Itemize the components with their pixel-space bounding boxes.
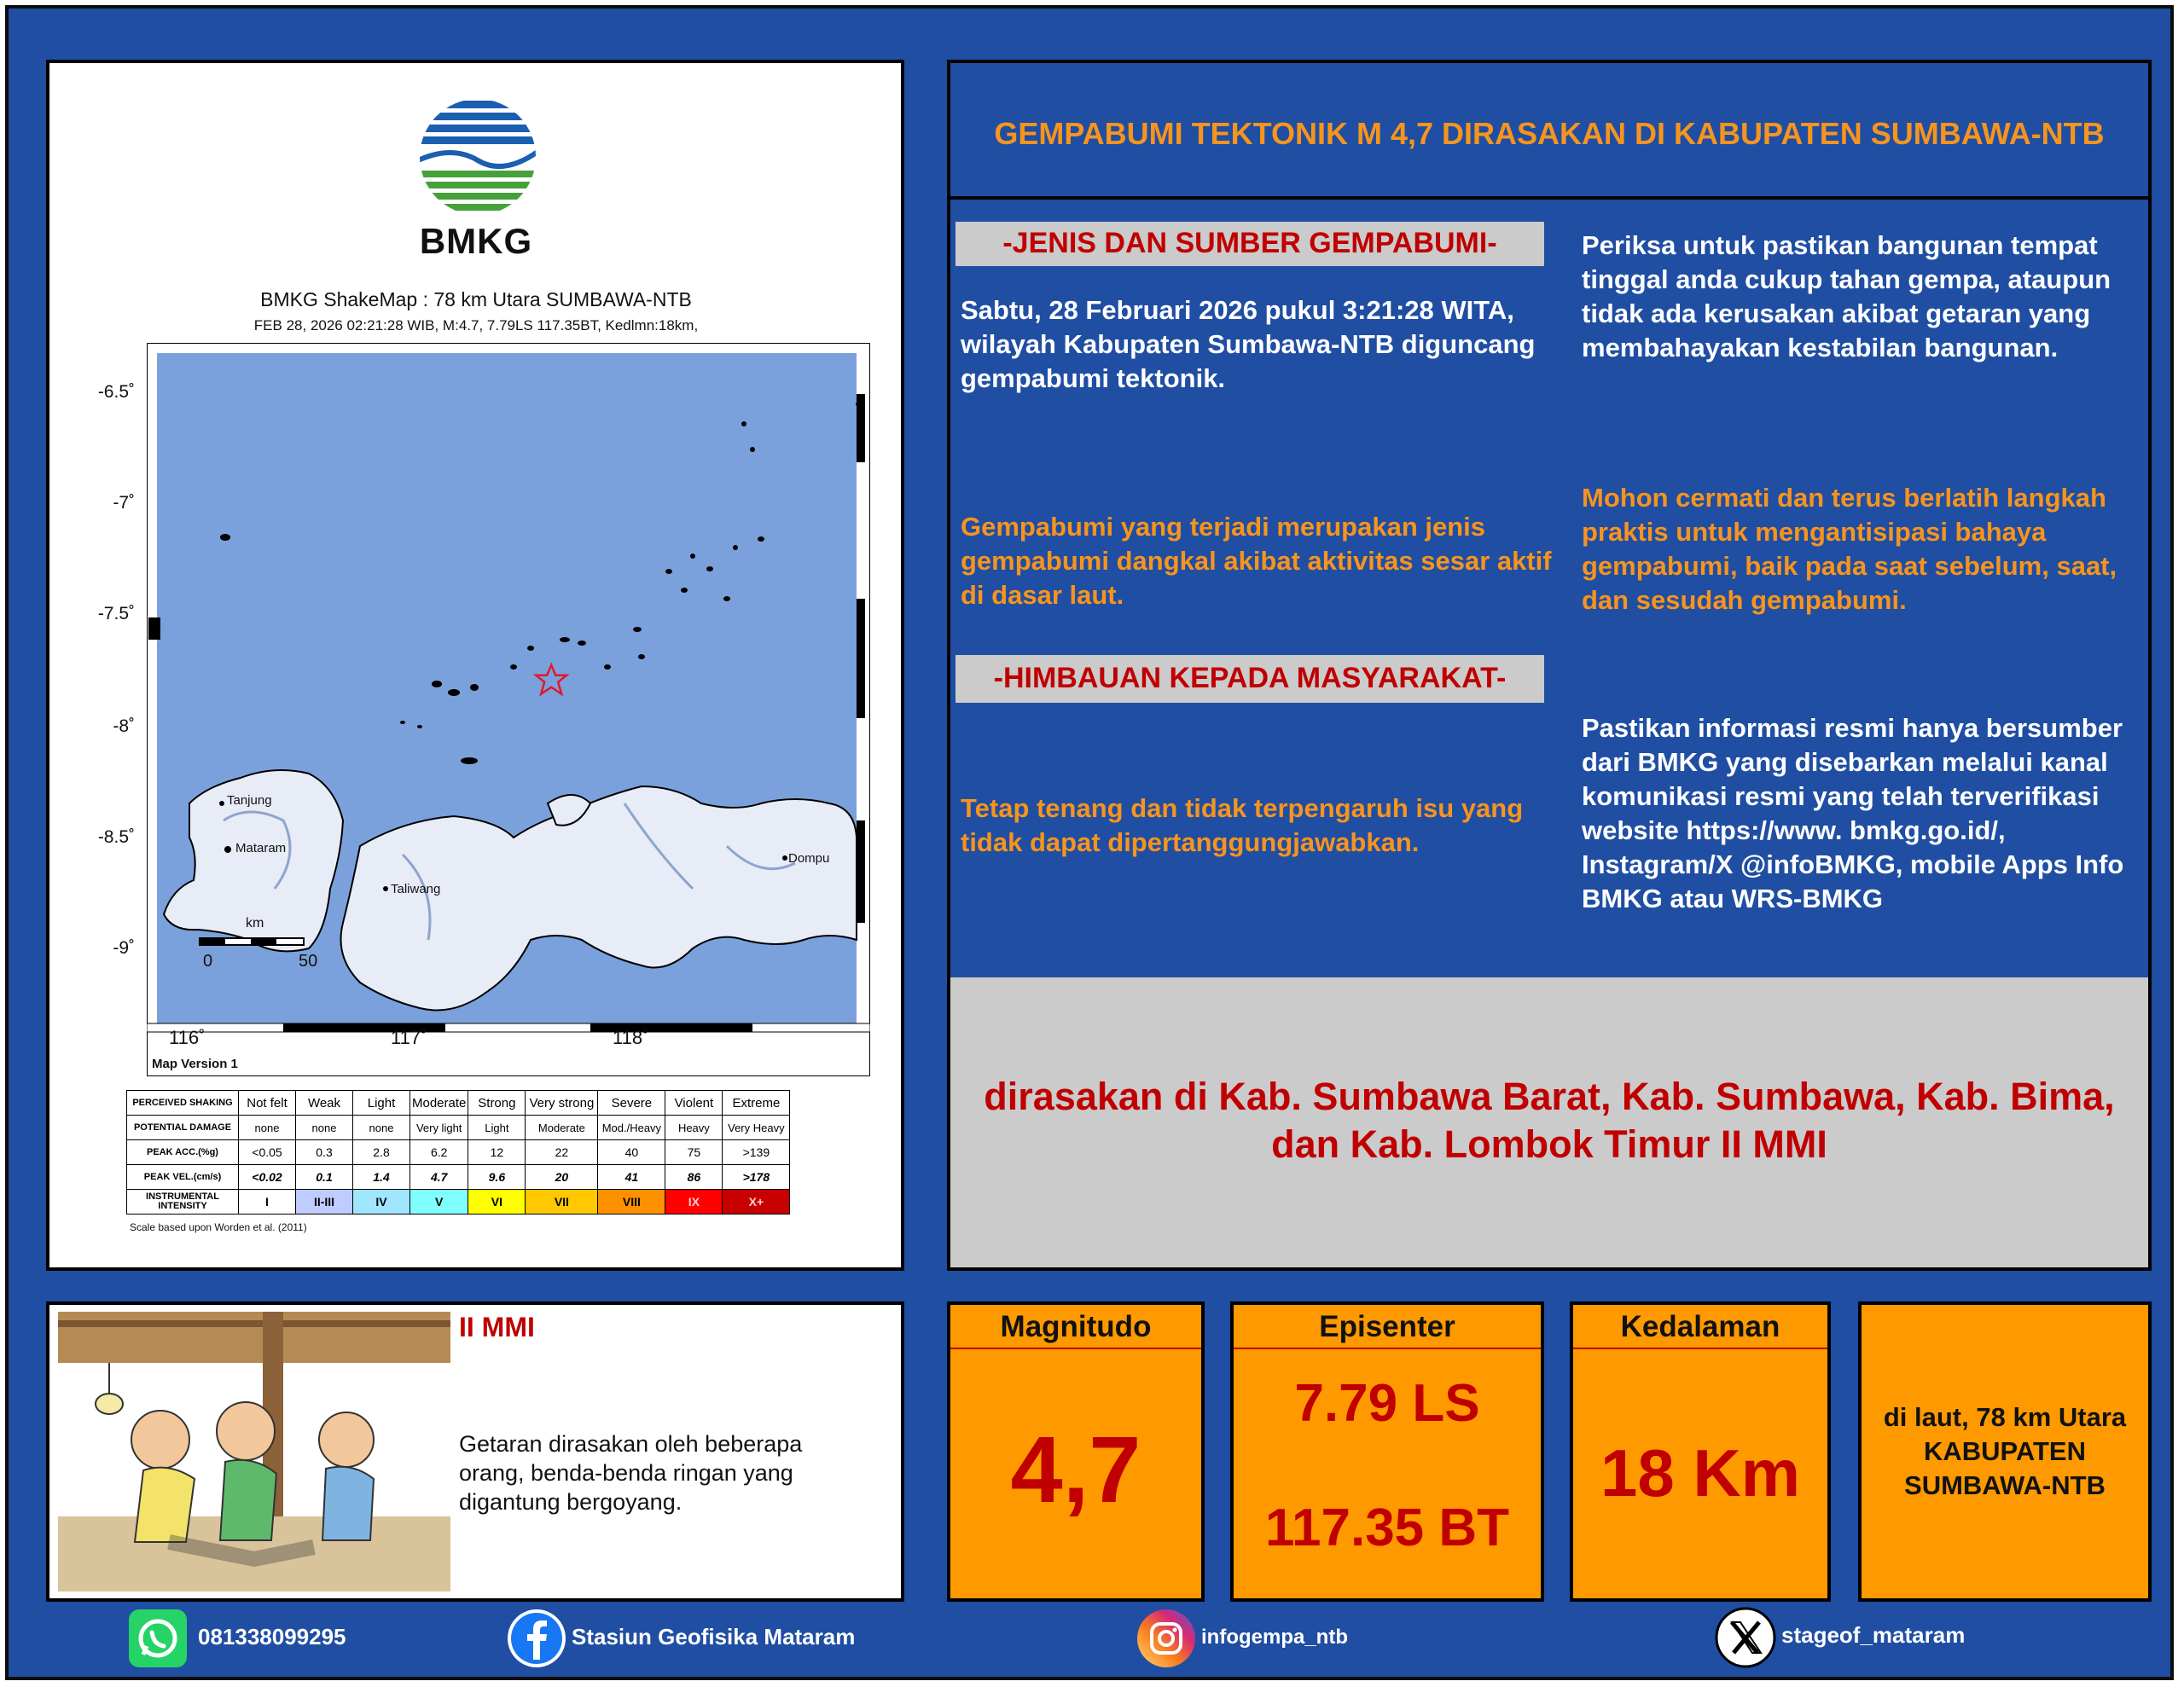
- facebook-name: Stasiun Geofisika Mataram: [572, 1624, 856, 1649]
- mmi-cell-acc: 40: [598, 1140, 665, 1165]
- mmi-cell-damage: Heavy: [665, 1116, 723, 1140]
- mmi-cell-shaking: Very strong: [526, 1091, 598, 1116]
- x-handle: stageof_mataram: [1781, 1622, 1966, 1648]
- headline: GEMPABUMI TEKTONIK M 4,7 DIRASAKAN DI KABUPATEN SUMBAWA-NTB: [950, 63, 2148, 200]
- epicenter-lon: 117.35 BT: [1264, 1499, 1510, 1557]
- row-header: INSTRUMENTAL INTENSITY: [127, 1190, 239, 1215]
- whatsapp-icon: [128, 1609, 188, 1668]
- lat-tick: -8.5˚: [97, 827, 135, 847]
- bmkg-wordmark: BMKG: [419, 221, 533, 261]
- depth-label: Kedalaman: [1573, 1305, 1827, 1349]
- lat-tick: -6.5˚: [97, 382, 135, 402]
- whatsapp-number: 081338099295: [198, 1624, 346, 1649]
- scale-label-0: 0: [203, 952, 213, 971]
- depth-value: 18 Km: [1600, 1435, 1801, 1510]
- mmi-card-description: Getaran dirasakan oleh beberapa orang, benda-benda ringan yang digantung bergoyang.: [459, 1431, 803, 1515]
- location-card: [1858, 1301, 2152, 1602]
- map-version: Map Version 1: [152, 1057, 238, 1071]
- mmi-cell-shaking: Weak: [296, 1091, 353, 1116]
- check-building-text: Periksa untuk pastikan bangunan tempat tinggal anda cukup tahan gempa, ataupun tidak ada kerusakan akibat getaran yang membahayakan kestabilan bangunan.: [1582, 230, 2111, 362]
- instagram-handle: infogempa_ntb: [1201, 1626, 1348, 1649]
- lat-tick: -8˚: [113, 716, 135, 736]
- mmi-cell-vel: 4.7: [410, 1165, 468, 1190]
- lon-tick: 117˚: [391, 1027, 427, 1048]
- epicenter-card: [1230, 1301, 1544, 1602]
- mmi-cell-damage: none: [353, 1116, 410, 1140]
- mmi-cell-intensity: I: [239, 1190, 296, 1215]
- city-label: Mataram: [235, 841, 287, 855]
- row-header: PEAK ACC.(%g): [127, 1140, 239, 1165]
- mmi-cell-vel: 86: [665, 1165, 723, 1190]
- mmi-cell-damage: Mod./Heavy: [598, 1116, 665, 1140]
- lat-tick: -7.5˚: [97, 604, 135, 623]
- mmi-cell-intensity: II-III: [296, 1190, 353, 1215]
- city-label: Dompu: [788, 851, 830, 866]
- mmi-cell-acc: 22: [526, 1140, 598, 1165]
- mmi-cell-vel: 41: [598, 1165, 665, 1190]
- magnitude-card: [947, 1301, 1205, 1602]
- mmi-cell-vel: 9.6: [468, 1165, 526, 1190]
- facebook-icon: [507, 1609, 566, 1668]
- mmi-cell-shaking: Violent: [665, 1091, 723, 1116]
- mmi-cell-intensity: VI: [468, 1190, 526, 1215]
- mmi-cell-vel: 0.1: [296, 1165, 353, 1190]
- scale-unit: km: [246, 916, 264, 930]
- mmi-cell-acc: 75: [665, 1140, 723, 1165]
- shakemap-panel: [46, 60, 904, 1271]
- row-header: POTENTIAL DAMAGE: [127, 1116, 239, 1140]
- mmi-cell-damage: none: [239, 1116, 296, 1140]
- mmi-cell-acc: >139: [723, 1140, 790, 1165]
- mmi-cell-damage: Moderate: [526, 1116, 598, 1140]
- lat-tick: -7˚: [113, 493, 135, 513]
- scale-label-50: 50: [299, 952, 318, 971]
- mmi-cell-vel: 1.4: [353, 1165, 410, 1190]
- epicenter-label: Episenter: [1234, 1305, 1541, 1349]
- event-text: Sabtu, 28 Februari 2026 pukul 3:21:28 WITA, wilayah Kabupaten Sumbawa-NTB diguncang gempabumi tektonik.: [961, 295, 1536, 393]
- shakemap-map: [147, 343, 870, 1076]
- info-panel: [947, 60, 2152, 1271]
- instagram-icon: [1136, 1609, 1196, 1668]
- mmi-cell-acc: 0.3: [296, 1140, 353, 1165]
- mmi-cell-vel: <0.02: [239, 1165, 296, 1190]
- mmi-cell-vel: >178: [723, 1165, 790, 1190]
- mmi-cell-shaking: Light: [353, 1091, 410, 1116]
- mmi-cell-damage: Very light: [410, 1116, 468, 1140]
- x-icon: [1715, 1607, 1776, 1668]
- table-row: [127, 1116, 790, 1140]
- mmi-cell-intensity: IX: [665, 1190, 723, 1215]
- mmi-card-title: II MMI: [459, 1312, 535, 1342]
- mmi-legend-table: [126, 1090, 790, 1215]
- depth-card: [1570, 1301, 1831, 1602]
- infographic-frame: [5, 5, 2174, 1680]
- epicenter-lat: 7.79 LS: [1294, 1374, 1480, 1433]
- section-label-advice: -HIMBAUAN KEPADA MASYARAKAT-: [956, 655, 1544, 703]
- table-row: [127, 1165, 790, 1190]
- city-label: Tanjung: [227, 793, 272, 808]
- mmi-cell-intensity: V: [410, 1190, 468, 1215]
- mmi-cell-damage: none: [296, 1116, 353, 1140]
- mmi-cell-shaking: Extreme: [723, 1091, 790, 1116]
- table-row: [127, 1091, 790, 1116]
- mmi-cell-damage: Very Heavy: [723, 1116, 790, 1140]
- mmi-cell-intensity: X+: [723, 1190, 790, 1215]
- mmi-cell-shaking: Strong: [468, 1091, 526, 1116]
- bmkg-logo: [418, 97, 537, 217]
- lon-tick: 118˚: [613, 1027, 649, 1048]
- mmi-cell-vel: 20: [526, 1165, 598, 1190]
- mmi-cell-damage: Light: [468, 1116, 526, 1140]
- mmi-cell-intensity: VII: [526, 1190, 598, 1215]
- shakemap-subtitle: FEB 28, 2026 02:21:28 WIB, M:4.7, 7.79LS 117.35BT, Kedlmn:18km,: [253, 317, 699, 333]
- mmi-cell-acc: <0.05: [239, 1140, 296, 1165]
- mmi-cell-shaking: Not felt: [239, 1091, 296, 1116]
- mmi-cell-intensity: IV: [353, 1190, 410, 1215]
- row-header: PERCEIVED SHAKING: [127, 1091, 239, 1116]
- official-info-text: Pastikan informasi resmi hanya bersumber dari BMKG yang disebarkan melalui kanal komunikasi resmi yang telah terverifikasi website https://www. bmkg.go.id/, Instagram/X @infoBMKG, mobile Apps Info BMKG atau WRS-BMKG: [1582, 713, 2124, 913]
- magnitude-value: 4,7: [1010, 1417, 1141, 1522]
- mmi-cell-shaking: Severe: [598, 1091, 665, 1116]
- table-row: [127, 1190, 790, 1215]
- mmi-cell-acc: 12: [468, 1140, 526, 1165]
- mmi-cell-shaking: Moderate: [410, 1091, 468, 1116]
- lon-tick: 116˚: [169, 1027, 206, 1048]
- magnitude-label: Magnitudo: [950, 1305, 1201, 1349]
- section-label-source: -JENIS DAN SUMBER GEMPABUMI-: [956, 222, 1544, 266]
- cartoon-illustration: [58, 1312, 450, 1591]
- mmi-cell-acc: 6.2: [410, 1140, 468, 1165]
- row-header: PEAK VEL.(cm/s): [127, 1165, 239, 1190]
- mmi-card: [46, 1301, 904, 1602]
- felt-areas: dirasakan di Kab. Sumbawa Barat, Kab. Sumbawa, Kab. Bima, dan Kab. Lombok Timur II MMI: [950, 977, 2148, 1267]
- location-text: di laut, 78 km Utara KABUPATEN SUMBAWA-NTB: [1883, 1402, 2127, 1500]
- city-label: Taliwang: [391, 882, 441, 896]
- lat-tick: -9˚: [113, 938, 135, 958]
- mmi-cell-intensity: VIII: [598, 1190, 665, 1215]
- mmi-cell-acc: 2.8: [353, 1140, 410, 1165]
- practice-text: Mohon cermati dan terus berlatih langkah praktis untuk mengantisipasi bahaya gempabumi, baik pada saat sebelum, saat, dan sesudah gempabumi.: [1582, 483, 2117, 615]
- scale-note: Scale based upon Worden et al. (2011): [130, 1221, 307, 1233]
- type-text: Gempabumi yang terjadi merupakan jenis gempabumi dangkal akibat aktivitas sesar aktif di dasar laut.: [961, 512, 1552, 610]
- shakemap-title: BMKG ShakeMap : 78 km Utara SUMBAWA-NTB: [260, 288, 692, 310]
- table-row: [127, 1140, 790, 1165]
- calm-text: Tetap tenang dan tidak terpengaruh isu yang tidak dapat dipertanggungjawabkan.: [961, 793, 1524, 857]
